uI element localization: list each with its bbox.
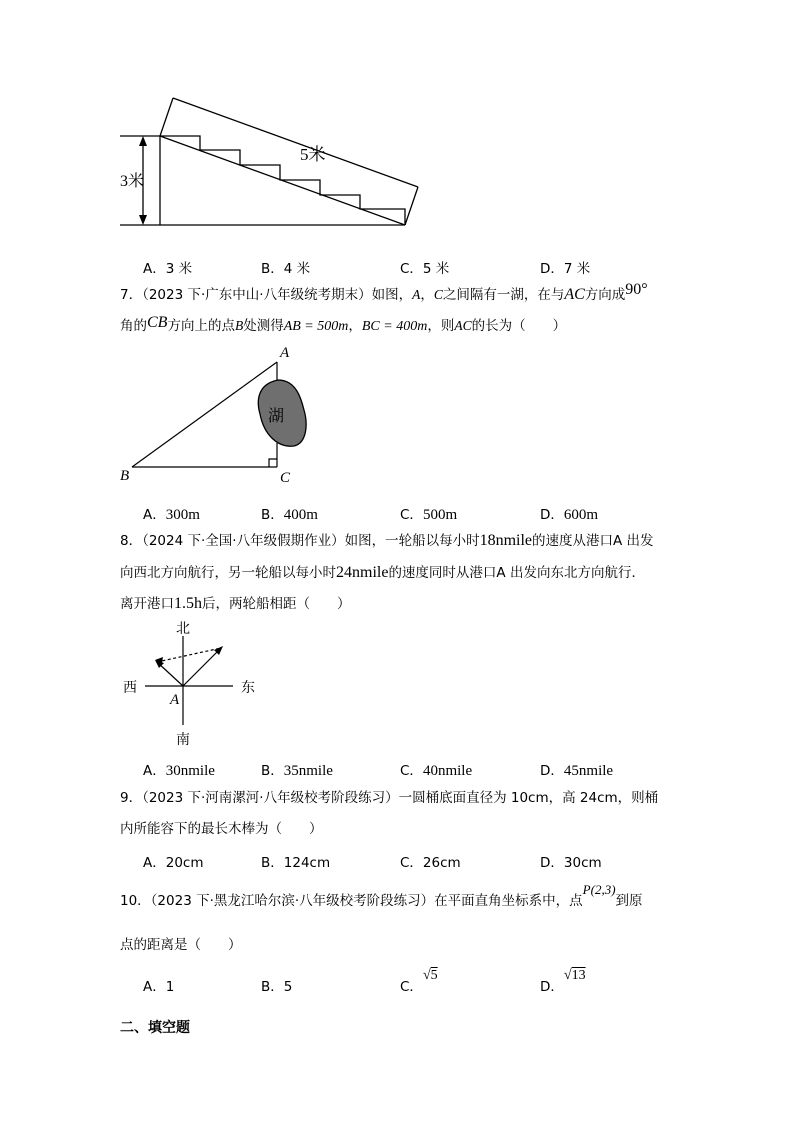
q7-line1 [120, 281, 648, 305]
q7-var-b: B [234, 318, 244, 333]
q8-speed2: 24nmile [336, 564, 389, 581]
q8-option-b-letter: B． [261, 763, 284, 779]
q7-var-ac: AC [564, 286, 585, 303]
q7-deg: 90° [625, 281, 648, 298]
q7-text-d: 处测得 [243, 318, 284, 334]
q9-line1: 9．（2023 下·河南漯河·八年级校考阶段练习）一圆桶底面直径为 10cm，高 24cm，则桶 [120, 790, 659, 806]
sqrt-13: √13 [563, 968, 586, 983]
q8-option-a-letter: A． [143, 763, 166, 779]
east-label: 东 [241, 681, 255, 696]
q7-line2 [120, 316, 566, 337]
q8-time: 1.5h [174, 595, 202, 612]
q10-line1 [120, 882, 643, 911]
q10-line1-end: 到原 [615, 893, 643, 909]
q8-option-d-value: 45nmile [563, 763, 614, 779]
q8-line2-a: 向西北方向航行，另一轮船以每小时 [120, 565, 336, 581]
q7-eq1: AB = 500m [283, 319, 349, 334]
q7-option-a-letter: A． [143, 507, 166, 523]
fig6-5m-label: 5米 [300, 145, 326, 164]
north-label: 北 [176, 622, 190, 637]
q8-speed1: 18nmile [479, 532, 533, 549]
port-a-label: A [170, 692, 180, 708]
q8-text-a: 的速度从港口A 出发 [532, 533, 654, 549]
q7-comma-2: ， [348, 318, 362, 334]
q8-number: 8． [120, 533, 143, 549]
q8-line3-a: 离开港口 [120, 596, 174, 612]
q8-option-c-value: 40nmile [422, 763, 473, 779]
q10-option-d-letter: D． [540, 979, 564, 995]
q7-text-c: 方向上的点 [167, 318, 235, 334]
q9-line2: 内所能容下的最长木棒为（ ） [120, 821, 323, 837]
q8-option-c-letter: C． [400, 763, 423, 779]
q7-text-a: 之间隔有一湖，在与 [442, 287, 565, 303]
ships-figure [115, 620, 275, 750]
lake-label: 湖 [268, 408, 285, 425]
q7-option-d-letter: D． [540, 507, 564, 523]
q8-option-d-letter: D． [540, 763, 564, 779]
q10-line2: 点的距离是（ ） [120, 937, 242, 953]
west-label: 西 [123, 681, 137, 696]
staircase-figure [110, 92, 440, 237]
q6-option-a[interactable]: A．3 米 [143, 261, 193, 277]
sqrt-5: √5 [422, 968, 438, 983]
q7-option-c[interactable] [400, 503, 457, 524]
q7-option-a[interactable] [143, 503, 200, 524]
sqrt-13-radicand: 13 [571, 968, 586, 983]
q10-option-b[interactable]: B．5 [261, 979, 293, 995]
q10-option-d[interactable] [540, 968, 586, 996]
south-label: 南 [176, 733, 190, 748]
q8-line2-b: 的速度同时从港口A 出发向东北方向航行． [388, 565, 645, 581]
q10-line1-text: 10．（2023 下·黑龙江哈尔滨·八年级校考阶段练习）在平面直角坐标系中，点 [120, 893, 583, 909]
q9-option-a[interactable]: A．20cm [143, 855, 204, 871]
q7-option-d-value: 600m [563, 507, 599, 523]
q8-option-a[interactable] [143, 759, 215, 780]
q7-line2-start: 角的 [120, 318, 147, 334]
q10-option-c[interactable] [400, 968, 438, 996]
q10-option-a[interactable]: A．1 [143, 979, 175, 995]
q7-var-a: A [412, 287, 421, 302]
q7-text-b: 方向成 [584, 287, 626, 303]
fig6-3m-label: 3米 [120, 173, 145, 190]
q8-source: （2024 下·全国·八年级假期作业）如图，一轮船以每小时 [142, 533, 480, 549]
q8-line3 [120, 594, 351, 614]
q8-line1 [120, 531, 654, 551]
q9-option-b[interactable]: B．124cm [261, 855, 331, 871]
q7-number: 7． [120, 287, 143, 303]
q7-comma-1: ， [420, 287, 434, 303]
q7-option-b[interactable] [261, 503, 318, 524]
q8-option-c[interactable] [400, 759, 472, 780]
q9-option-d[interactable]: D．30cm [540, 855, 602, 871]
q7-option-d[interactable] [540, 503, 598, 524]
q9-option-c[interactable]: C．26cm [400, 855, 461, 871]
q6-option-d[interactable]: D．7 米 [540, 261, 591, 277]
q7-var-ac2: AC [454, 318, 472, 333]
q8-option-a-value: 30nmile [165, 763, 215, 779]
q7-option-c-value: 500m [422, 507, 458, 523]
point-a-label: A [280, 345, 290, 361]
q7-text-f: 的长为（ ） [471, 318, 567, 334]
q7-eq2: BC = 400m [361, 319, 428, 334]
q6-option-c[interactable]: C．5 米 [400, 261, 450, 277]
q7-option-a-value: 300m [165, 507, 200, 523]
q7-var-c: C [433, 287, 443, 302]
point-b-label: B [120, 468, 130, 484]
q7-option-b-letter: B． [261, 507, 284, 523]
sqrt-5-radicand: 5 [430, 968, 438, 983]
q6-option-b[interactable]: B．4 米 [261, 261, 311, 277]
q7-option-c-letter: C． [400, 507, 423, 523]
q7-var-cb: CB [147, 314, 168, 331]
lake-figure [110, 340, 310, 485]
q10-point: P(2,3) [582, 882, 616, 897]
q7-option-b-value: 400m [283, 507, 318, 523]
q8-option-d[interactable] [540, 759, 613, 780]
q10-option-c-letter: C． [400, 979, 423, 995]
section-title: 二、填空题 [120, 1020, 190, 1036]
q8-line3-b: 后，两轮船相距（ ） [202, 596, 351, 612]
q8-option-b-value: 35nmile [283, 763, 333, 779]
q8-option-b[interactable] [261, 759, 333, 780]
q7-source: （2023 下·广东中山·八年级统考期末）如图， [142, 287, 413, 303]
q7-text-e: ，则 [427, 318, 455, 334]
point-c-label: C [280, 470, 291, 485]
q8-line2 [120, 563, 645, 583]
